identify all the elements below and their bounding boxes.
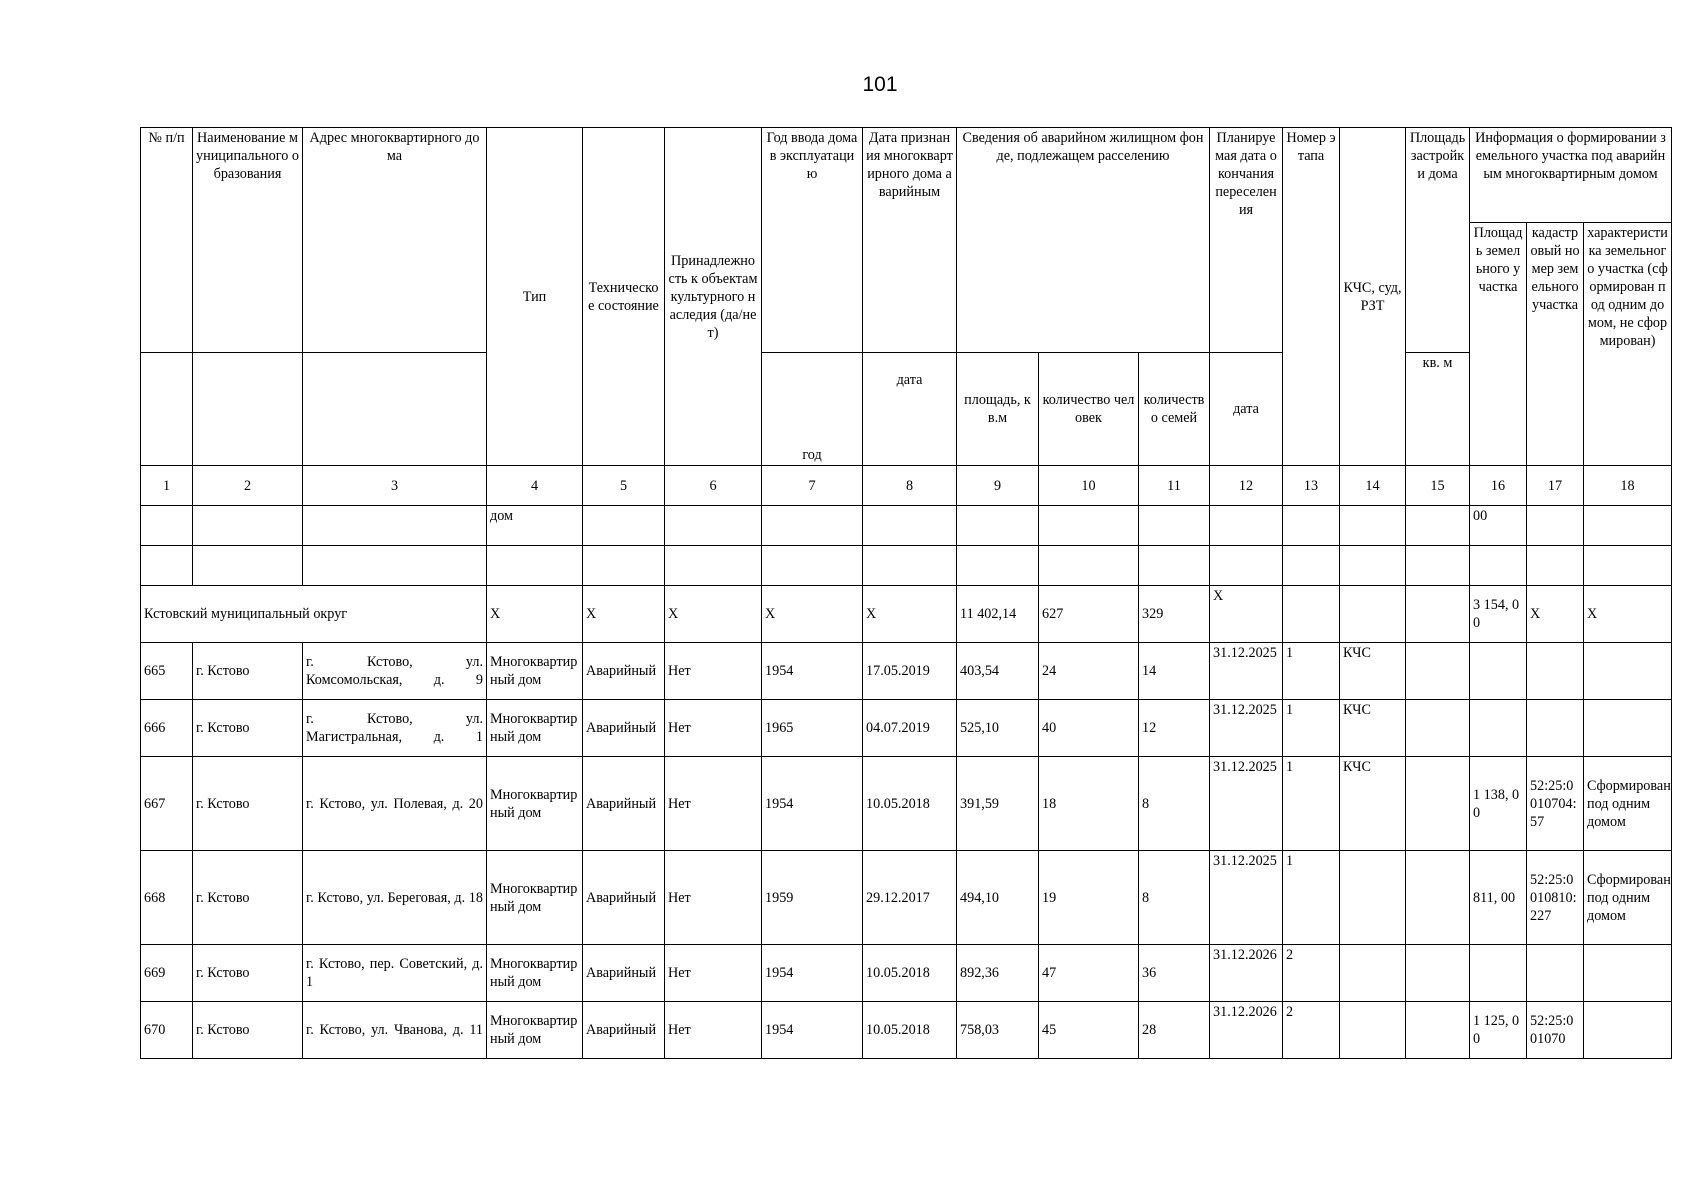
table-row	[141, 643, 1672, 700]
table-row	[141, 851, 1672, 945]
row-stage: 1	[1283, 851, 1340, 945]
col-header-condition: Техническое состояние	[583, 128, 665, 466]
row-number: 670	[141, 1002, 193, 1059]
row-built-area	[1406, 945, 1470, 1002]
column-number: 2	[193, 466, 303, 506]
col-header-type: Тип	[487, 128, 583, 466]
column-number: 18	[1584, 466, 1672, 506]
row-recognition-date: 10.05.2018	[863, 757, 957, 851]
column-number: 8	[863, 466, 957, 506]
col-header-heritage: Принадлежность к объектам культурного наследия (да/нет)	[665, 128, 762, 466]
row-land-area: 1 125, 00	[1470, 1002, 1527, 1059]
row-type: Многоквартирный дом	[487, 1002, 583, 1059]
column-number: 5	[583, 466, 665, 506]
col-header-year: Год ввода дома в эксплуатацию	[762, 128, 863, 353]
col-header-families: количество семей	[1139, 353, 1210, 466]
row-condition: Аварийный	[583, 700, 665, 757]
column-number: 17	[1527, 466, 1584, 506]
row-municipality: г. Кстово	[193, 851, 303, 945]
total-kchs	[1340, 586, 1406, 643]
row-type: Многоквартирный дом	[487, 945, 583, 1002]
col-header-stage: Номер этапа	[1283, 128, 1340, 466]
housing-table	[140, 127, 1672, 1059]
total-built-area	[1406, 586, 1470, 643]
row-area: 403,54	[957, 643, 1039, 700]
column-number: 4	[487, 466, 583, 506]
row-families: 8	[1139, 851, 1210, 945]
row-condition: Аварийный	[583, 851, 665, 945]
row-people: 24	[1039, 643, 1139, 700]
row-recognition-date: 17.05.2019	[863, 643, 957, 700]
row-families: 12	[1139, 700, 1210, 757]
row-stage: 1	[1283, 700, 1340, 757]
row-number: 667	[141, 757, 193, 851]
column-number: 6	[665, 466, 762, 506]
row-cadastral	[1527, 945, 1584, 1002]
column-number: 16	[1470, 466, 1527, 506]
column-number: 13	[1283, 466, 1340, 506]
row-year: 1959	[762, 851, 863, 945]
row-recognition-date: 10.05.2018	[863, 945, 957, 1002]
row-built-area	[1406, 643, 1470, 700]
col-header-built-area: Площадь застройки дома	[1406, 128, 1470, 353]
row-families: 36	[1139, 945, 1210, 1002]
row-cadastral	[1527, 700, 1584, 757]
row-land-characteristic	[1584, 700, 1672, 757]
row-address: г. Кстово, ул. Чванова, д. 11	[303, 1002, 487, 1059]
row-stage: 1	[1283, 643, 1340, 700]
empty-row	[141, 546, 1672, 586]
row-address: г. Кстово, ул. Комсомольская, д. 9	[303, 643, 487, 700]
row-built-area	[1406, 851, 1470, 945]
col-header-planned-date: Планируемая дата окончания переселения	[1210, 128, 1283, 353]
col-header-land-area: Площадь земельного участка	[1470, 223, 1527, 466]
row-planned-date: 31.12.2025	[1210, 851, 1283, 945]
row-recognition-date: 04.07.2019	[863, 700, 957, 757]
row-land-area	[1470, 643, 1527, 700]
col-header-date-unit: дата	[863, 353, 957, 466]
row-type: Многоквартирный дом	[487, 851, 583, 945]
row-built-area	[1406, 757, 1470, 851]
col-header-cadastral: кадастровый номер земельного участка	[1527, 223, 1584, 466]
header-row	[141, 128, 1672, 223]
column-numbers-row	[141, 466, 1672, 506]
col-header-built-area-unit: кв. м	[1406, 353, 1470, 466]
row-heritage: Нет	[665, 643, 762, 700]
row-type: Многоквартирный дом	[487, 757, 583, 851]
row-land-characteristic: Сформирован под одним домом	[1584, 851, 1672, 945]
column-number: 12	[1210, 466, 1283, 506]
row-stage: 2	[1283, 945, 1340, 1002]
column-number: 11	[1139, 466, 1210, 506]
row-number: 669	[141, 945, 193, 1002]
row-families: 14	[1139, 643, 1210, 700]
table-row	[141, 1002, 1672, 1059]
page-number: 101	[862, 73, 898, 96]
row-type: Многоквартирный дом	[487, 643, 583, 700]
row-people: 47	[1039, 945, 1139, 1002]
row-cadastral	[1527, 643, 1584, 700]
row-kchs	[1340, 945, 1406, 1002]
row-area: 892,36	[957, 945, 1039, 1002]
row-planned-date: 31.12.2025	[1210, 757, 1283, 851]
col-header-municipality: Наименование муниципального образования	[193, 128, 303, 353]
carry-type: дом	[487, 506, 583, 546]
col-header-address: Адрес многоквартирного дома	[303, 128, 487, 353]
row-year: 1954	[762, 1002, 863, 1059]
row-land-area	[1470, 700, 1527, 757]
row-heritage: Нет	[665, 851, 762, 945]
total-planned-date: Х	[1210, 586, 1283, 643]
column-number: 1	[141, 466, 193, 506]
total-area: 11 402,14	[957, 586, 1039, 643]
row-municipality: г. Кстово	[193, 1002, 303, 1059]
row-kchs	[1340, 1002, 1406, 1059]
row-area: 494,10	[957, 851, 1039, 945]
table-row	[141, 700, 1672, 757]
row-land-area: 1 138, 00	[1470, 757, 1527, 851]
row-address: г. Кстово, ул. Магистральная, д. 1	[303, 700, 487, 757]
total-type: Х	[487, 586, 583, 643]
total-cadastral: Х	[1527, 586, 1584, 643]
total-families: 329	[1139, 586, 1210, 643]
row-cadastral: 52:25:001070	[1527, 1002, 1584, 1059]
row-land-characteristic	[1584, 1002, 1672, 1059]
row-heritage: Нет	[665, 945, 762, 1002]
row-kchs: КЧС	[1340, 757, 1406, 851]
row-municipality: г. Кстово	[193, 757, 303, 851]
table-row	[141, 757, 1672, 851]
total-stage	[1283, 586, 1340, 643]
col-header-kchs: КЧС, суд, РЗТ	[1340, 128, 1406, 466]
row-municipality: г. Кстово	[193, 643, 303, 700]
row-number: 666	[141, 700, 193, 757]
row-address: г. Кстово, пер. Советский, д. 1	[303, 945, 487, 1002]
row-planned-date: 31.12.2026	[1210, 1002, 1283, 1059]
row-stage: 1	[1283, 757, 1340, 851]
row-cadastral: 52:25:0010810:227	[1527, 851, 1584, 945]
row-year: 1954	[762, 945, 863, 1002]
row-heritage: Нет	[665, 700, 762, 757]
row-year: 1954	[762, 757, 863, 851]
row-recognition-date: 10.05.2018	[863, 1002, 957, 1059]
row-area: 758,03	[957, 1002, 1039, 1059]
total-label: Кстовский муниципальный округ	[141, 586, 487, 643]
row-year: 1954	[762, 643, 863, 700]
total-row	[141, 586, 1672, 643]
row-number: 668	[141, 851, 193, 945]
col-header-area: площадь, кв.м	[957, 353, 1039, 466]
row-land-area	[1470, 945, 1527, 1002]
row-heritage: Нет	[665, 1002, 762, 1059]
row-stage: 2	[1283, 1002, 1340, 1059]
row-people: 19	[1039, 851, 1139, 945]
row-kchs: КЧС	[1340, 643, 1406, 700]
row-planned-date: 31.12.2025	[1210, 700, 1283, 757]
carry-over-row	[141, 506, 1672, 546]
row-planned-date: 31.12.2026	[1210, 945, 1283, 1002]
row-heritage: Нет	[665, 757, 762, 851]
row-kchs	[1340, 851, 1406, 945]
col-header-people: количество человек	[1039, 353, 1139, 466]
row-cadastral: 52:25:0010704:57	[1527, 757, 1584, 851]
row-condition: Аварийный	[583, 1002, 665, 1059]
col-header-land-characteristic: характеристика земельного участка (сформирован под одним домом, не сформирован)	[1584, 223, 1672, 466]
total-condition: Х	[583, 586, 665, 643]
total-characteristic: Х	[1584, 586, 1672, 643]
row-land-characteristic	[1584, 945, 1672, 1002]
total-people: 627	[1039, 586, 1139, 643]
column-number: 7	[762, 466, 863, 506]
col-header-land-group: Информация о формировании земельного участка под аварийным многоквартирным домом	[1470, 128, 1672, 223]
row-condition: Аварийный	[583, 643, 665, 700]
row-municipality: г. Кстово	[193, 700, 303, 757]
row-people: 18	[1039, 757, 1139, 851]
column-number: 14	[1340, 466, 1406, 506]
row-condition: Аварийный	[583, 757, 665, 851]
row-number: 665	[141, 643, 193, 700]
row-families: 8	[1139, 757, 1210, 851]
col-header-year-unit: год	[762, 353, 863, 466]
total-year: Х	[762, 586, 863, 643]
row-area: 525,10	[957, 700, 1039, 757]
row-address: г. Кстово, ул. Полевая, д. 20	[303, 757, 487, 851]
row-built-area	[1406, 700, 1470, 757]
row-people: 40	[1039, 700, 1139, 757]
column-number: 10	[1039, 466, 1139, 506]
row-families: 28	[1139, 1002, 1210, 1059]
row-kchs: КЧС	[1340, 700, 1406, 757]
row-area: 391,59	[957, 757, 1039, 851]
column-number: 9	[957, 466, 1039, 506]
col-header-fund-group: Сведения об аварийном жилищном фонде, подлежащем расселению	[957, 128, 1210, 353]
col-header-planned-date-unit: дата	[1210, 353, 1283, 466]
carry-land-area: 00	[1470, 506, 1527, 546]
total-land-area: 3 154, 00	[1470, 586, 1527, 643]
column-number: 15	[1406, 466, 1470, 506]
table-row	[141, 945, 1672, 1002]
col-header-recognition-date: Дата признания многоквартирного дома аварийным	[863, 128, 957, 353]
row-condition: Аварийный	[583, 945, 665, 1002]
total-date: Х	[863, 586, 957, 643]
row-land-characteristic: Сформирован под одним домом	[1584, 757, 1672, 851]
row-land-characteristic	[1584, 643, 1672, 700]
row-municipality: г. Кстово	[193, 945, 303, 1002]
row-recognition-date: 29.12.2017	[863, 851, 957, 945]
row-year: 1965	[762, 700, 863, 757]
column-number: 3	[303, 466, 487, 506]
total-heritage: Х	[665, 586, 762, 643]
row-people: 45	[1039, 1002, 1139, 1059]
row-built-area	[1406, 1002, 1470, 1059]
row-address: г. Кстово, ул. Береговая, д. 18	[303, 851, 487, 945]
col-header-number: № п/п	[141, 128, 193, 353]
row-type: Многоквартирный дом	[487, 700, 583, 757]
row-land-area: 811, 00	[1470, 851, 1527, 945]
row-planned-date: 31.12.2025	[1210, 643, 1283, 700]
